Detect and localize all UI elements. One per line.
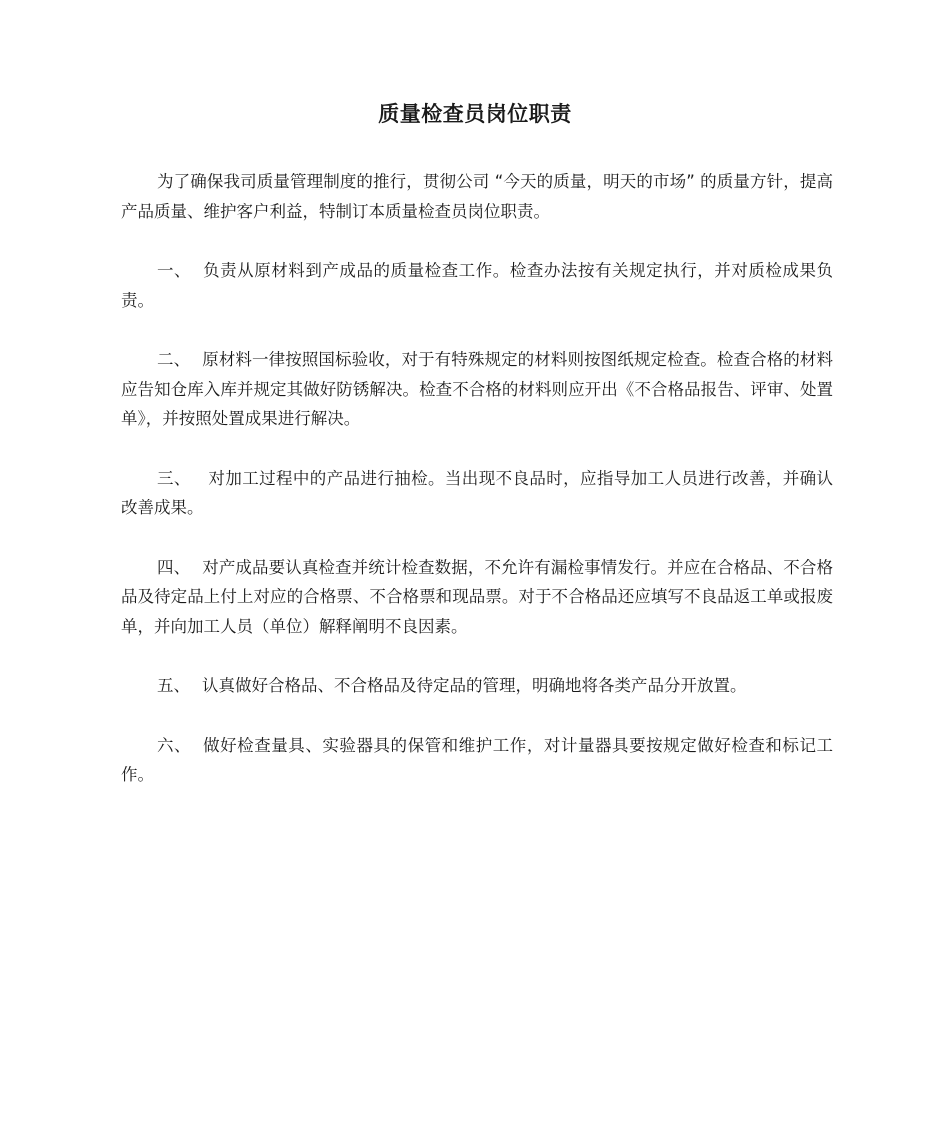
duty-number: 五、: [157, 676, 190, 695]
duty-item: [121, 464, 833, 523]
duty-text: 对加工过程中的产品进行抽检。当出现不良品时，应指导加工人员进行改善，并确认改善成果。: [121, 468, 834, 517]
duty-number: 二、: [157, 350, 191, 369]
duty-number: 一、: [157, 261, 192, 280]
duty-number: 四、: [157, 557, 191, 577]
duty-text: 做好检查量具、实验器具的保管和维护工作，对计量器具要按规定做好检查和标记工作。: [121, 735, 834, 784]
document-title: 质量检查员岗位职责: [378, 102, 572, 126]
duty-item: [121, 553, 833, 642]
duty-text: 对产成品要认真检查并统计检查数据，不允许有漏检事情发行。并应在合格品、不合格品及待定品上付上对应的合格票、不合格票和现品票。对于不合格品还应填写不良品返工单或报废单，并向加工人员（单位）解释阐明不良因素。: [121, 557, 834, 636]
duty-text: 负责从原材料到产成品的质量检查工作。检查办法按有关规定执行，并对质检成果负责。: [121, 261, 834, 310]
document-body: [121, 167, 833, 820]
duty-item: [121, 345, 833, 434]
duty-item: [121, 256, 833, 315]
duty-text: 认真做好合格品、不合格品及待定品的管理，明确地将各类产品分开放置。: [202, 676, 747, 695]
duty-number: 六、: [157, 735, 192, 755]
duty-text: 原材料一律按照国标验收，对于有特殊规定的材料则按图纸规定检查。检查合格的材料应告知仓库入库并规定其做好防锈解决。检查不合格的材料则应开出《不合格品报告、评审、处置单》，并按照处置成果进行解决。: [121, 350, 834, 428]
duty-number: 三、: [157, 468, 191, 488]
intro-paragraph: 为了确保我司质量管理制度的推行，贯彻公司 “今天的质量，明天的市场” 的质量方针，提高产品质量、维护客户利益，特制订本质量检查员岗位职责。: [121, 172, 833, 221]
duty-item: [121, 671, 833, 701]
duty-item: [121, 731, 833, 790]
